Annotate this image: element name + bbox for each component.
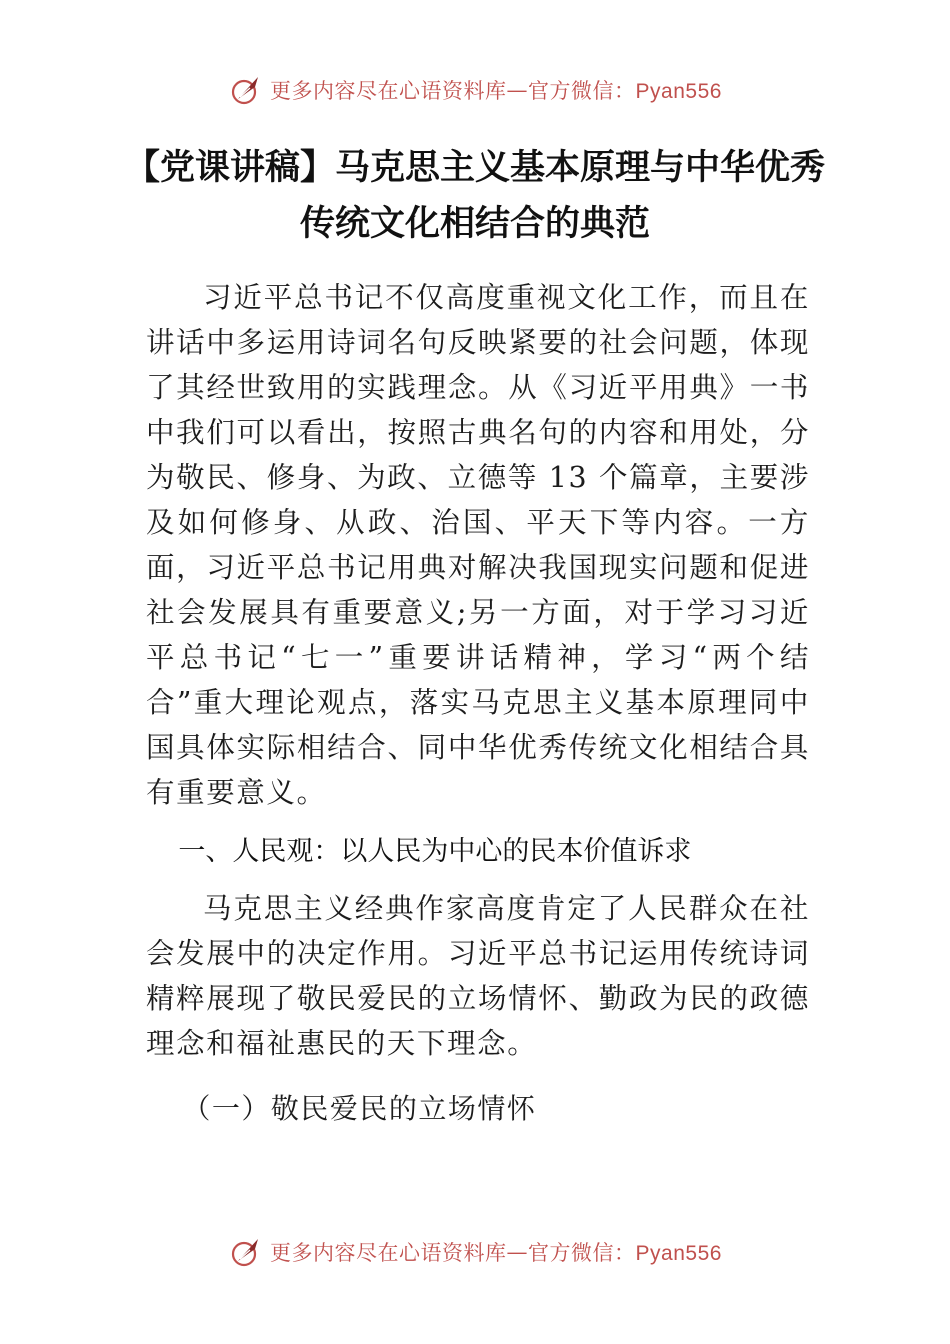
- subsection-heading-1: （一）敬民爱民的立场情怀: [182, 1092, 537, 1125]
- watermark-footer: [0, 1232, 950, 1272]
- document-title: [80, 140, 870, 252]
- watermark-brand-text: 更多内容尽在心语资料库: [270, 79, 507, 103]
- watermark-header: [0, 70, 950, 110]
- title-line-2: 传统文化相结合的典范: [299, 204, 650, 244]
- document-body: [146, 275, 810, 1131]
- section-heading-1: 一、人民观：以人民为中心的民本价值诉求: [178, 836, 692, 867]
- watermark-separator: —: [506, 1240, 529, 1264]
- quill-pen-logo-icon: [228, 1234, 264, 1270]
- section-1-paragraph: 马克思主义经典作家高度肯定了人民群众在社会发展中的决定作用。习近平总书记运用传统诗词精粹展现了敬民爱民的立场情怀、勤政为民的政德理念和福祉惠民的天下理念。: [146, 892, 810, 1060]
- quill-pen-logo-icon: [228, 72, 264, 108]
- watermark-separator: —: [506, 78, 529, 102]
- intro-paragraph: 习近平总书记不仅高度重视文化工作，而且在讲话中多运用诗词名句反映紧要的社会问题，体现了其经世致用的实践理念。从《习近平用典》一书中我们可以看出，按照古典名句的内容和用处，分为敬民、修身、为政、立德等 13 个篇章，主要涉及如何修身、从政、治国、平天下等内容。一方面，习近平总书记用典对解决我国现实问题和促进社会发展具有重要意义;另一方面，对于学习习近平总书记“七一”重要讲话精神，学习“两个结合”重大理论观点，落实马克思主义基本原理同中国具体实际相结合、同中华优秀传统文化相结合具有重要意义。: [146, 281, 810, 809]
- watermark-contact-text: 官方微信：Pyan556: [528, 1242, 722, 1265]
- watermark-contact-text: 官方微信：Pyan556: [528, 80, 722, 103]
- title-line-1: 【党课讲稿】马克思主义基本原理与中华优秀: [124, 148, 825, 188]
- watermark-brand-text: 更多内容尽在心语资料库: [270, 1241, 507, 1265]
